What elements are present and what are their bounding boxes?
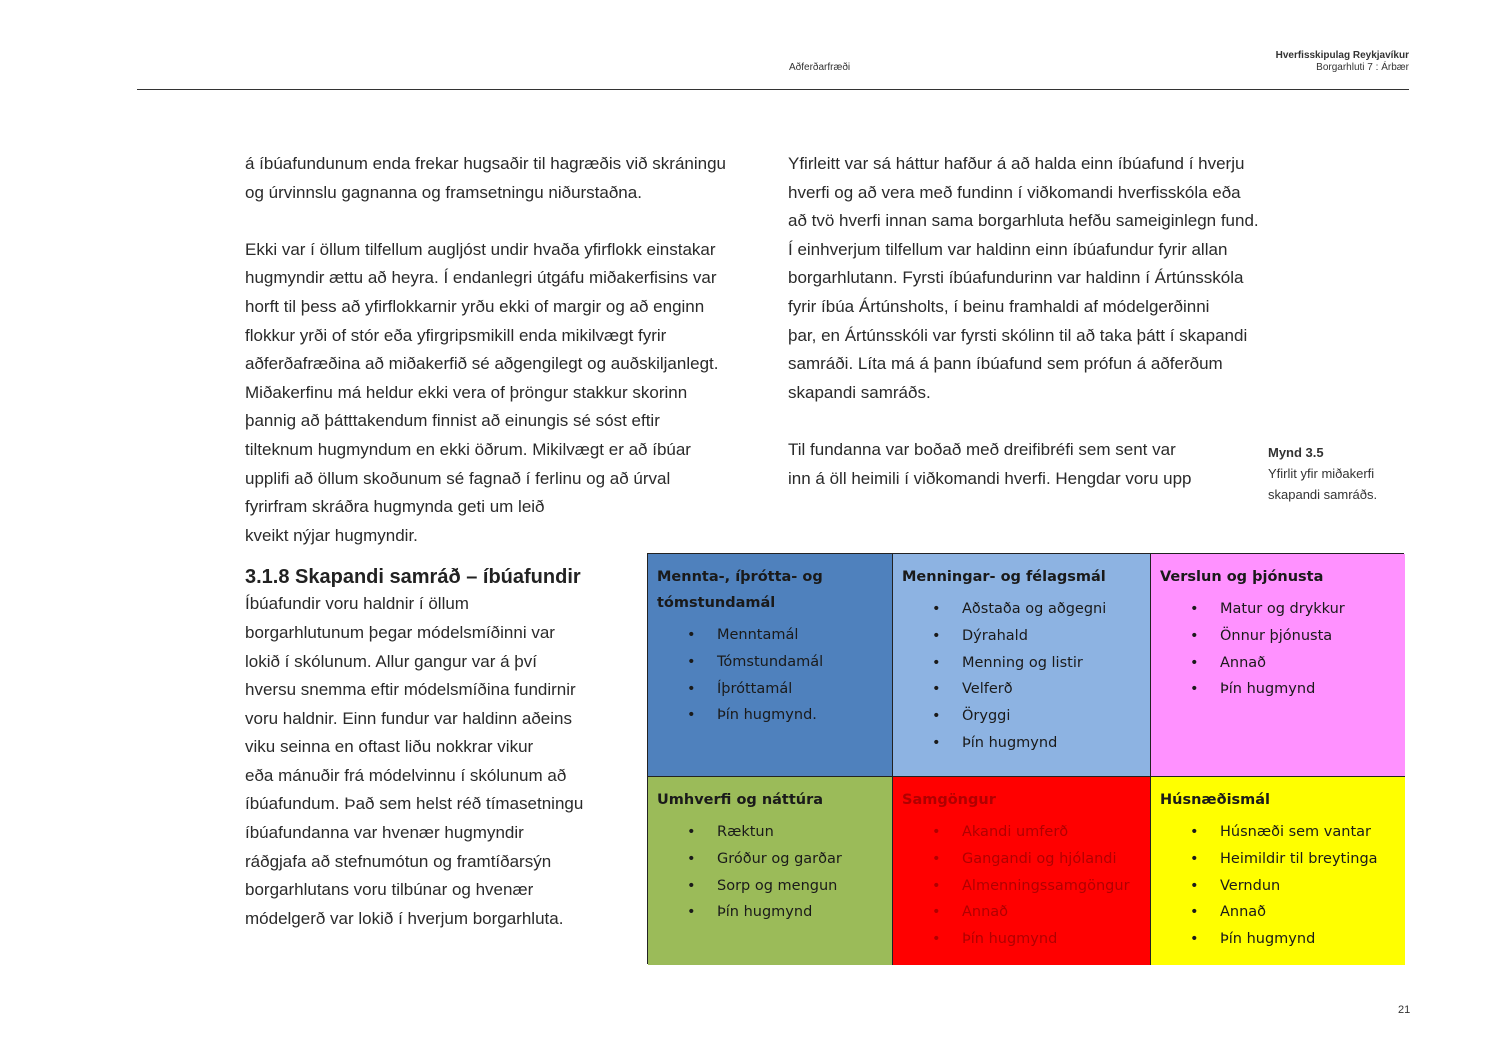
text-line: Miðakerfinu má heldur ekki vera of þröngur stakkur skorinn [245,382,688,402]
section-heading: 3.1.8 Skapandi samráð – íbúafundir [245,566,581,589]
category-items [902,819,1141,953]
category-items [657,819,883,926]
text-line: á íbúafundunum enda frekar hugsaðir til hagræðis við skráningu [245,154,727,173]
text-line: upplifi að öllum skoðunum sé fagnað í ferlinu og að úrval [245,468,671,488]
category-item: • Þín hugmynd. [717,702,883,729]
category-figure [647,553,1404,964]
text-line: Í einhverjum tilfellum var haldinn einn íbúafundur fyrir allan [788,239,1228,259]
category-item: • Annað [1220,650,1396,677]
category-item: • Þín hugmynd [962,926,1141,953]
text-line: og úrvinnslu gagnanna og framsetningu niðurstaðna. [245,182,642,202]
category-item: • Annað [1220,899,1396,926]
category-item: • Menntamál [717,622,883,649]
text-line: borgarhlutunum þegar módelsmíðinni var [245,622,555,642]
document-title: Hverfisskipulag Reykjavíkur [1275,50,1409,61]
text-line: tilteknum hugmyndum en ekki öðrum. Mikilvægt er að íbúar [245,439,691,459]
page-number: 21 [1398,1004,1411,1016]
text-line: Yfirleitt var sá háttur hafður á að halda einn íbúafund í hverju [788,154,1245,173]
running-header-section: Aðferðarfræði [789,62,851,73]
category-item: • Þín hugmynd [1220,676,1396,703]
text-line: fyrir íbúa Ártúnsholts, í beinu framhaldi af módelgerðinni [788,296,1210,316]
caption-line: skapandi samráðs. [1268,487,1378,502]
category-title: Samgöngur [902,792,996,808]
category-title: Húsnæðismál [1160,792,1271,808]
category-cell [1151,777,1405,965]
header-rule [137,89,1409,90]
figure-caption [1268,442,1377,505]
running-header [1276,50,1409,74]
category-item: • Öryggi [962,703,1141,730]
text-line: borgarhlutans voru tilbúnar og hvenær [245,880,534,900]
paragraph-gap [788,407,1259,436]
category-item: • Aðstaða og aðgegni [962,596,1141,623]
category-item: • Þín hugmynd [1220,926,1396,953]
text-line: ráðgjafa að stefnumótun og framtíðarsýn [245,851,552,871]
text-line: viku seinna en oftast liðu nokkrar vikur [245,737,534,757]
caption-line: Yfirlit yfir miðakerfi [1268,466,1375,481]
category-item: • Gangandi og hjólandi [962,846,1141,873]
text-line: Til fundanna var boðað með dreifibréfi sem sent var [788,439,1176,459]
category-item: • Þín hugmynd [962,730,1141,757]
text-line: módelgerð var lokið í hverjum borgarhluta. [245,908,564,928]
text-line: horft til þess að yfirflokkarnir yrðu ekki of margir og að enginn [245,296,705,316]
text-line: lokið í skólunum. Allur gangur var á því [245,651,537,671]
category-item: • Menning og listir [962,650,1141,677]
category-items [657,622,883,729]
text-line: hugmyndir ættu að heyra. Í endanlegri útgáfu miðakerfisins var [245,268,717,288]
right-column [788,150,1259,493]
category-cell [648,777,893,965]
category-cell [893,554,1151,777]
document-subtitle: Borgarhluti 7 : Árbær [1316,62,1409,73]
category-item: • Ræktun [717,819,883,846]
text-line: Íbúafundir voru haldnir í öllum [245,594,469,614]
category-item: • Heimildir til breytinga [1220,846,1396,873]
category-item: • Húsnæði sem vantar [1220,819,1396,846]
category-item: • Gróður og garðar [717,846,883,873]
text-line: Ekki var í öllum tilfellum augljóst undir hvaða yfirflokk einstakar [245,239,716,259]
category-item: • Þín hugmynd [717,899,883,926]
text-line: borgarhlutann. Fyrsti íbúafundurinn var haldinn í Ártúnsskóla [788,268,1244,288]
text-line: samráði. Líta má á þann íbúafund sem prófun á aðferðum [788,354,1223,374]
category-title: Umhverfi og náttúra [657,792,824,808]
text-line: inn á öll heimili í viðkomandi hverfi. Hengdar voru upp [788,468,1192,488]
category-cell [1151,554,1405,777]
category-items [902,596,1141,757]
paragraph-gap [245,207,726,236]
category-item: • Önnur þjónusta [1220,623,1396,650]
text-line: þar, en Ártúnsskóli var fyrsti skólinn til að taka þátt í skapandi [788,325,1248,345]
category-item: • Sorp og mengun [717,873,883,900]
category-item: • Velferð [962,676,1141,703]
category-items [1160,819,1396,953]
text-line: fyrirfram skráðra hugmynda geti um leið [245,497,545,517]
category-item: • Íþróttamál [717,676,883,703]
category-item: • Akandi umferð [962,819,1141,846]
category-title: Menningar- og félagsmál [902,569,1106,585]
text-line: að tvö hverfi innan sama borgarhluta hefðu sameiginlegn fund. [788,211,1259,231]
text-line: voru haldnir. Einn fundur var haldinn aðeins [245,708,572,728]
text-line: hverfi og að vera með fundinn í viðkomandi hverfisskóla eða [788,182,1241,202]
category-item: • Verndun [1220,873,1396,900]
category-item: • Dýrahald [962,623,1141,650]
category-cell [893,777,1151,965]
text-line: eða mánuðir frá módelvinnu í skólunum að [245,765,567,785]
text-line: kveikt nýjar hugmyndir. [245,525,418,545]
text-line: skapandi samráðs. [788,382,931,402]
text-line: þannig að þátttakendum finnist að einungis sé sóst eftir [245,411,660,431]
category-items [1160,596,1396,703]
category-item: • Almenningssamgöngur [962,873,1141,900]
text-line: íbúafundanna var hvenær hugmyndir [245,823,524,843]
category-item: • Tómstundamál [717,649,883,676]
category-cell [648,554,893,777]
text-line: hversu snemma eftir módelsmíðina fundirnir [245,680,576,700]
text-line: aðferðafræðina að miðakerfið sé aðgengilegt og auðskiljanlegt. [245,354,719,374]
category-item: • Matur og drykkur [1220,596,1396,623]
category-title: Mennta-, íþrótta- og tómstundamál [657,569,823,611]
text-line: flokkur yrði of stór eða yfirgripsmikill enda mikilvægt fyrir [245,325,667,345]
category-item: • Annað [962,899,1141,926]
category-title: Verslun og þjónusta [1160,569,1324,585]
figure-label: Mynd 3.5 [1268,445,1324,460]
text-line: íbúafundum. Það sem helst réð tímasetningu [245,794,584,814]
